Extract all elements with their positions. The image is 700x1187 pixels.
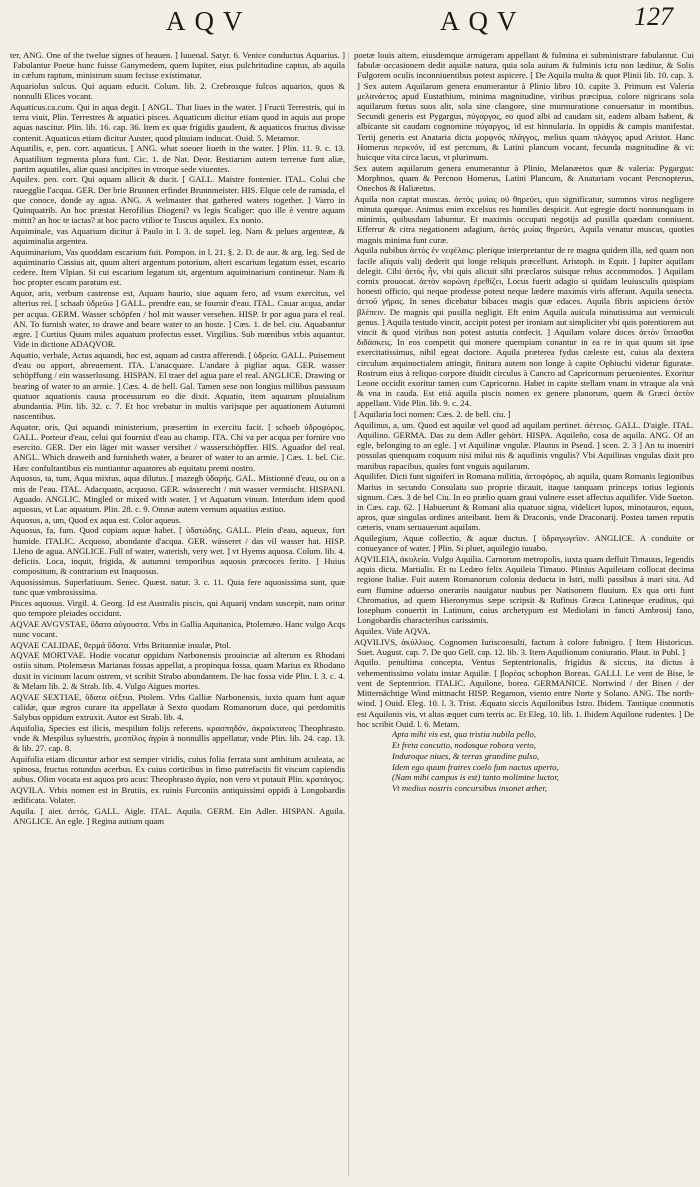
- dictionary-entry: Aquifolia, Species est ilicis, mespilum folijs referens. κρασπηδόν, ἀκραίκτανος Theophrasto. vnde & Mespilus syluestris, μεσπίλος ἀγρία à nonnullis appellatur, vnde Plin. lib. 24. cap. 13. & lib. 27. cap. 8.: [10, 722, 345, 754]
- dictionary-entry: Aquariolus sulcus. Qui aquam educit. Colum. lib. 2. Crebrosque fulcos aquarios, quos & nonnulli Elices vocant.: [10, 81, 345, 102]
- dictionary-entry: Induroque niues, & terras grandine pulso,: [392, 750, 540, 761]
- dictionary-entry: Vt medius nostris concursibus insonet æther,: [392, 782, 547, 793]
- dictionary-entry: Aquatilis, e, pen. corr. aquaticus. [ ANG. what soeuer liueth in the water. ] Plin. 11. 9. c. 13. Aquatilium tegmenta plura funt. Cic. 1. de Nat. Deor. Bestiarum autem terrenæ funt aliæ, partim aquatiles, aliæ quasi ancipites in vtroque sede viuentes.: [10, 143, 345, 174]
- dictionary-entry: (Nam mihi campus is est) tanto molimine luctor,: [392, 772, 559, 783]
- dictionary-entry: AQVILIVS, ἀκύλλιος. Cognomen Iurisconsulti, factum à colore fubnigro. [ Item Historicus. Suet. August. cap. 7. De quo Gell. cap. 12. lib. 3. Item Aquilionum coniuratio. Plaut. in Publ. ]: [354, 636, 694, 657]
- dictionary-entry: ter, ANG. One of the twelue signes of heauen. ] Iuuenal. Satyr. 6. Venice conductus Aquarius. ] Fabulantur Poetæ hunc fuisse Ganymedem, quem Iupiter, eius pulchritudine captus, ab aquila in cælum raptum, ministrum suum fecisse existimatur.: [10, 50, 345, 81]
- dictionary-entry: AQVILA. Vrbis nomen est in Brutiis, ex ruinis Furconiis antiquissimi oppidi à Longobardis ædificata. Volater.: [10, 784, 345, 806]
- column-gutter: [348, 52, 349, 1177]
- dictionary-entry: Aquosus, a, um, Quod ex aqua est. Color aqueus.: [10, 514, 182, 525]
- dictionary-entry: Aquiminale, vas Aquarium dicitur à Paulo in l. 3. de supel. leg. Nam & pelues argenteæ, & aquiminalia argentea.: [10, 225, 345, 247]
- dictionary-entry: AQVAE SEXTIAE, ὕδατα σέξτια. Ptolem. Vrbs Galliæ Narbonensis, iuxta quam funt aquæ calidæ, quæ ægros curare ita appellatæ à Sexto quodam Romanorum duce, qui perdomitis Salybus oppidum extruxit. Autor est Strab. lib. 4.: [10, 691, 345, 722]
- dictionary-entry: AQVAE AVGVSTAE, ὕδατα αὐγουστα. Vrbs in Gallia Aquitanica, Ptolemæo. Hanc vulgo Acqs nunc vocant.: [10, 618, 345, 639]
- dictionary-entry: Aquila non captat muscas. ἀετὸς μυίας οὐ θηρεύει, quo significatur, summos viros negligere minuta quæque. Animus enim excelsus res humiles despicit. Aut egregie docti nonnunquam in minimis, quibusdam labuntur. Et maximis occupati negotijs ad pusilla quædam conniuent. Efferrur & citra negationem adagium, ἀετὸς μυίας θηρεύει, Aquila venatur muscas, quoties magnis minima funt curæ.: [354, 193, 694, 245]
- dictionary-entry: Sex autem aquilarum genera enumerantur à Plinio, Melanæetos quæ & valeria: Pygargus: Morphnos, quam & Percnon Homerus, Latini Plancum, & Anatariam vocant Percnopterus, Onechos & Haliæetus.: [354, 162, 694, 194]
- dictionary-entry: Aquila. [ aiet. ἀετός. GALL. Aigle. ITAL. Aquila. GERM. Ein Adler. HISPAN. Aguila. ANGLICE. An egle. ] Regina autium quam: [10, 805, 345, 827]
- dictionary-entry: Aquosus, fa, fum. Quod copiam aquæ habet. [ ὑδατώδης. GALL. Plein d'eau, aqueux, fort humide. ITALIC. Acquoso, abondante d'acqua. GER. wässeret / das vil wasser hat. HISP. Lleno de agua. ANGLICE. Full of water, waterish, very wet. ] vt Hyems aquosa. Colum. lib. 4. deficiis. Loca, inquit, frigida, & autumni temporibus aquosis præcoces ferito. ] Huius compositum, & contrarium est Inaquosus.: [10, 525, 345, 577]
- dictionary-entry: AQVAE MORTVAE. Hodie vocatur oppidum Narbonensis prouinciæ ad alterum ex Rhodani ostiis situm. Ptolemæus Marianas fossas appellat, a propinqua fossa, quam Marius ex Rhodano duxit in vicinum lacum ostrem, vt scribit Strabo abundantem. De hac fossa vide Plin. l. 3. c. 4. & Melam lib. 2. & Strab. lib. 4. Vulgo Aigues mortes.: [10, 650, 345, 691]
- dictionary-entry: AQVILEIA, ἀκυλεία. Vulgo Aquilia. Carnorum metropolis, iuxta quam defluit Timauus, legendis aquis dicta. Martialis. Et tu Ledæo felix Aquileia Timauo. Plinius Aquileiam collocat decima regione Italiæ. Fuit autem Romanorum colonia deducta in Istri, nulli passibus à mari sita. Ad eam flumine aduerso onerariis nauigatur naubus per Natisonem fluuium. Ex qua orti funt Chromatius, ad quem Hieronymus sæpe scripsit & Rufinus Græca Latineque eruditus, qui Iosephum conuertit in Latinum, cuius archetypum est Mediolani in fanctí Ambrosij fano, Longobardis characteribus carissimis.: [354, 553, 694, 626]
- dictionary-entry: AQVAE CALIDAE, θερμά ὕδατα. Vrbs Britanniæ insulæ, Ptol.: [10, 639, 231, 650]
- dictionary-entry: Aquosissimus. Superlatiuum. Senec. Quæst. natur. 3. c. 11. Quia fere aquosissima sunt, quæ tunc quæ vmbrosissima.: [10, 576, 345, 598]
- running-head-left: AQV: [166, 6, 252, 36]
- dictionary-entry: Aquilo. penultima concepta, Ventus Septentrionalis, frigidus & siccus, ita dictus à vehementissimo volatu instar Aquilæ. [ βορέας schophon Boreas. GALLI. Le vent de Bise, le vent de Septentrion. ITALIC. Aquilone, borea. GERMANICE. Nortwind / der Bisen / der Mitternächtige Wind mittnacht HISP. Regamon, viento entre Norte y Solano. ANG. The north-wind. ] Ouid. Eleg. 10. l. 3. Trist. Æquato siccis Aquilonibus Istro. Ibidem. Tantique commotis est Aquilonis vis, vt altas æquet cum terris ac. Et Eleg. 10. lib. 1. Ibidem Aquilone rudentes. ] De hoc scribit Ouid. l. 6. Metam.: [354, 657, 694, 729]
- dictionary-entry: Aquilinus, a, um. Quod est aquilæ vel quod ad aquilam pertinet. ἀέτειος. GALL. D'aigle. ITAL. Aquilino. GERMA. Das zu dem Adler gehört. HISPA. Aquileño, cosa de aquila. ANG. Of an egle, belonging to an egle. ] vt Aquilinæ vngulæ. Plautus in Pseud. ] scen. 2. 3 ] An tu inueniri possulas quenquam coquum nisi milui nis & aquilinis vngulis? Vbi Aquilinas vngulas dixit pro manibus rapacibus, quales funt vnguis aquilarum.: [354, 419, 694, 471]
- page-number: 127: [634, 2, 673, 31]
- dictionary-entry: Apta mihi vis est, qua tristia nubila pello,: [392, 729, 537, 740]
- dictionary-entry: Aquor, aris, verbum castrense est, Aquam haurio, siue aquam fero, ad vsum exercitus, vel alterius rei. [ schaab ὑδρεύω ] GALL. prendre eau, se fournir d'eau. ITAL. Cauar acqua, andar per acqua. GERM. Wasser schöpfen / hol mit wasser versehen. HISP. Ir por agua para el real. AN. To furnish water, to drawe and beare water to an hoste. ] Cæs. 1. de bel. ciu. Aquabantur ægre. ] Curtius Quum miles aquatum profectus esset. Virgilius. Sub mœnibus vrbis aquantur. Vide in dictione ADAQVOR.: [10, 288, 345, 350]
- dictionary-entry: Aquila nubibus ἀετὸς ἐν νεφέλαις: plerique interpretantur de re magna quidem illa, sed quam non facile aliquis valij dederit qui longe reliquis præcellunt. Aristoph. in Equit. ] Iupiter aquilam delegit. Cibi ἀετὸς ἦν, vbi quis alicuit sibi præclaros suisque rebus accommodos. ] Aquilam cornix prouocat. ἀετὸν κορώνη ἐρεθίζει, Locus fuerit adagio si quidam leuiusculis quispiam honesti officio, qui neque prodesse potest neque lædere maximis viris afferant. Aquila senecta. ἀετοῦ γῆρας. In senes dicebatur bibaces magis quæ edaces. Aquila fibris aspiciens ἀετὸν βλέπειν. De magnis qui pusilla negligit. Eft enim Aquila auicula minutissima aut vermiculi genus. ] Aquila testudo vincit, accipit potest per ironiam aut simpliciter vbi quis potentiorem aut vincit & quod viribus non potest astutia confecit. ] Aquilam volare doces ἀετὸν ἵπτασθαι διδάσκεις. In eos competit qui monere quempiam conantur in ea re in qua quum sit ipse exercitatissimus, nihil egeat doctore. Aquila præterea fydus cæleste est, cuius ala dextera circulum æquinoctialem attingit, finitura autem non longe à capite Ophiuchi videtur figuratæ. Rostrum eius à reliquo corpore diuidit circulus à Cancro ad Capricornum peruenientes. Exoritur Leone occidit exoritur tamen cum Capricorno. Habet in capite stellam vnam in vtraque ala vnà & vna in cauda. Est etiá aquila piscis nomen ex genere planorum, quem & Græci ἀετὸν appellant. Vide Plin. lib. 9. c. 24.: [354, 245, 694, 409]
- dictionary-entry: [ Aquilaria loci nomen: Cæs. 2. de bell. ciu. ]: [354, 409, 511, 420]
- running-head-right: AQV: [440, 6, 526, 36]
- dictionary-entry: Aquilifer. Dicti funt signiferi in Romana militia, ἀετοφόρος, ab aquila, quam Romanis legionibus Marius in secundo Consulatu suo proprie dicauit, itaque tanquam princeps totius legionis signum. Cæs. 3 de bel Ciu. In eo prælio quam graui vulnere esset affectus aquilifer. Vide Sueton. in Cæs. cap. 62. ] Habuerunt & Romani alia quatuor signa, videlicet lupos, minotauros, equos, apros, quæ singulas ordines anteibant. Item & Draconis, vnde Draconarij. Postea tamen reputis cæteris, vnam seruauerunt aquilam.: [354, 471, 694, 533]
- dictionary-entry: Aquator, oris, Qui aquandi ministerium, præsertim in exercitu facit. [ schoeb ὑδροφόρος. GALL. Porteur d'eau, celui qui fournist d'eau au champ. ITA. Chi va per acqua per fornire vno esercito. GER. Der ein läger mit wasser versihet / wasserschöpffer. HIS. Aguador del real. ANGL. Which draweth and furnisheth water, a bearer of water to an armie. ] Cæs. 1. bel. Cic. Hæc confultantibus eis nuntiantur aquatores ab equitatu premi nostro.: [10, 421, 345, 473]
- dictionary-entry: poetæ louis aitem, eiusdemque armigeram appellant & fulmina ei subministrare fabulantur. Cui fabulæ occasionem dedit aquilæ natura, quia sola auium & fulminis ictu non læditur, & Solis Fulgorem oculis inconniuentibus potest aspicere. [ De Aquila multa & quot Plinii lib. 10. cap. 3. ] Sex autem Aquilarum genera enumerantur à Plinio libro 10. capite 3. Primum est Valeria μελανάετος apud Eustathium, minima magnitudine, viribus præcipua, colore nigricans sola aquilarum fœtus suos alit, sola sine clangore, sine murmuratione conuersatur in montibus. Secundi generis est Pygargus, πύγαργος, eo quod albi ad caudam sit, eadem albam habent, & albicante sit caudam cognomine πύγαργος, id est hinnularia. In oppidis & campis manifestat. Tertij generis est Anataria dicta μορφνός πλάγγος, melius quam πλάγγος apud Aristot. Hanc Homerus περκνόν, id est percnum, & Latini plancum vocant, fecunda magnitudine & vi: huicque vita circa lacus, vt plurimum.: [354, 50, 694, 163]
- dictionary-entry: Aquifolia etiam dicuntur arbor est semper viridis, cuius folia ferrata sunt ambitum aculeata, ac spinosa, fructus rotundus acerbus. Ex cuius corticibus in fimo putrefactis fit viscum capiendis aubus. Olim vocata est aquos pro acus: Theophrasto ἀγρία, non vero vt putauit Plin. κρατάιγος.: [10, 753, 345, 785]
- dictionary-entry: Aquilegium, Aquæ collectio, & aquæ ductus. [ ὑδραγωγεῖον. ANGLICE. A conduite or conueyance of water. ] Plin. Si pluet, aquilegio iuuabo.: [354, 533, 694, 554]
- dictionary-entry: Et freta concutio, nodosque robora verto,: [392, 740, 536, 751]
- left-column: [10, 50, 345, 1180]
- dictionary-entry: Aquilex. pen. corr. Qui aquam allicit & ducit. [ GALL. Maistre fontenier. ITAL. Colui che rauegglie l'acqua. GER. Der brie Brunnen erfindet Brunnmeister. HIS. Elque cele de ramada, el que conoce, donde ay agua. ANG. A welmaster that gathered waters together. ] Varro in Quinquatrib. An hoc præstat Herofilius Diogeni? vs legis Scaliger: quo ille è ventre aquam mittit? an hoc te iactas? at hoc pacto vtilior te Tuscus aquilex. Ex nonio.: [10, 174, 345, 226]
- dictionary-entry: Aquatio, verbale, Actus aquandi, hoc est, aquam ad castra afferendi. [ ὑδρεία. GALL. Puisement d'eau ou apport, abreuement. ITA. L'anacquare. L'andare à pigliar aqua. GER. wasser schöpffung / ein wasserlosung. HISPAN. El traer del agua pare el real. ANGLICE. Drawing or bearing of water to an armie. ] Cæs. 4. de bell. Gal. Tamen sese non longius millibus passuum quatuor aquationis causa processurum eo die dixit. Aquatio, item aquarum pluuialium abundantia. Plin. lib. 32. c. 7. Et hoc vrebatur in multis varijsque per aquationem Autumni nascentibus.: [10, 349, 345, 422]
- dictionary-entry: Aquiminarium, Vas quoddam escarium fuit. Pompon. in l. 21. §. 2. D. de aur. & arg. leg. Sed de aquiminario Cassius ait, quum alteri argentum potorium, alteri escarium legatum esset, escario cedere. Item Vlpian. Si cui escarium legatum sit, argentum aquiminarium continetur. Nam & hoc propter escam paratum est.: [10, 246, 345, 288]
- dictionary-entry: Aquosus, ta, tum, Aqua mixtus, aqua dilutus. [ mazegh ὑδαρής. GAL. Mistionné d'eau, ou on a mis de l'eau. ITAL. Adacquato, acquoso. GER. wässerecht / mit wasser vermischt. HISPANI. Aguado. ANGLIC. Mingled or mixed with water. ] vt Aquatum vinum. Interdum idem quod aquosus, vt Lac aquatum. Plin. 28. c. 9. Omnæ autem vernum aquatius æstiuo.: [10, 473, 345, 514]
- right-column: [354, 50, 694, 1180]
- dictionary-entry: Idem ego quum fratres coelo fum nactus aperto,: [392, 761, 559, 772]
- dictionary-entry: Aquilex. Vide AQVA.: [354, 625, 431, 636]
- dictionary-entry: Aquaticus.ca.cum. Qui in aqua degit. [ ANGL. That liues in the water. ] Fructi Terrestris, qui in terra viuit, Plin. Terrestres & aquatici pisces. Aquaticum dicitur etiam quod in aquis aut prope aquas nascitur. Plin. lib. 16. cap. 36. Item ex quæ frigidis gaudent, & aquaticos fructus divisse contenit. Aquaticus etiam dicitur Auster, quod pluuiam inducat. Ouid. 5. Metamor.: [10, 102, 345, 143]
- dictionary-entry: Pisces aquosus. Virgil. 4. Georg. Id est Australis piscis, qui Aquarij vndam suscepit, nam oritur quo tempore pleiades occidunt.: [10, 597, 345, 618]
